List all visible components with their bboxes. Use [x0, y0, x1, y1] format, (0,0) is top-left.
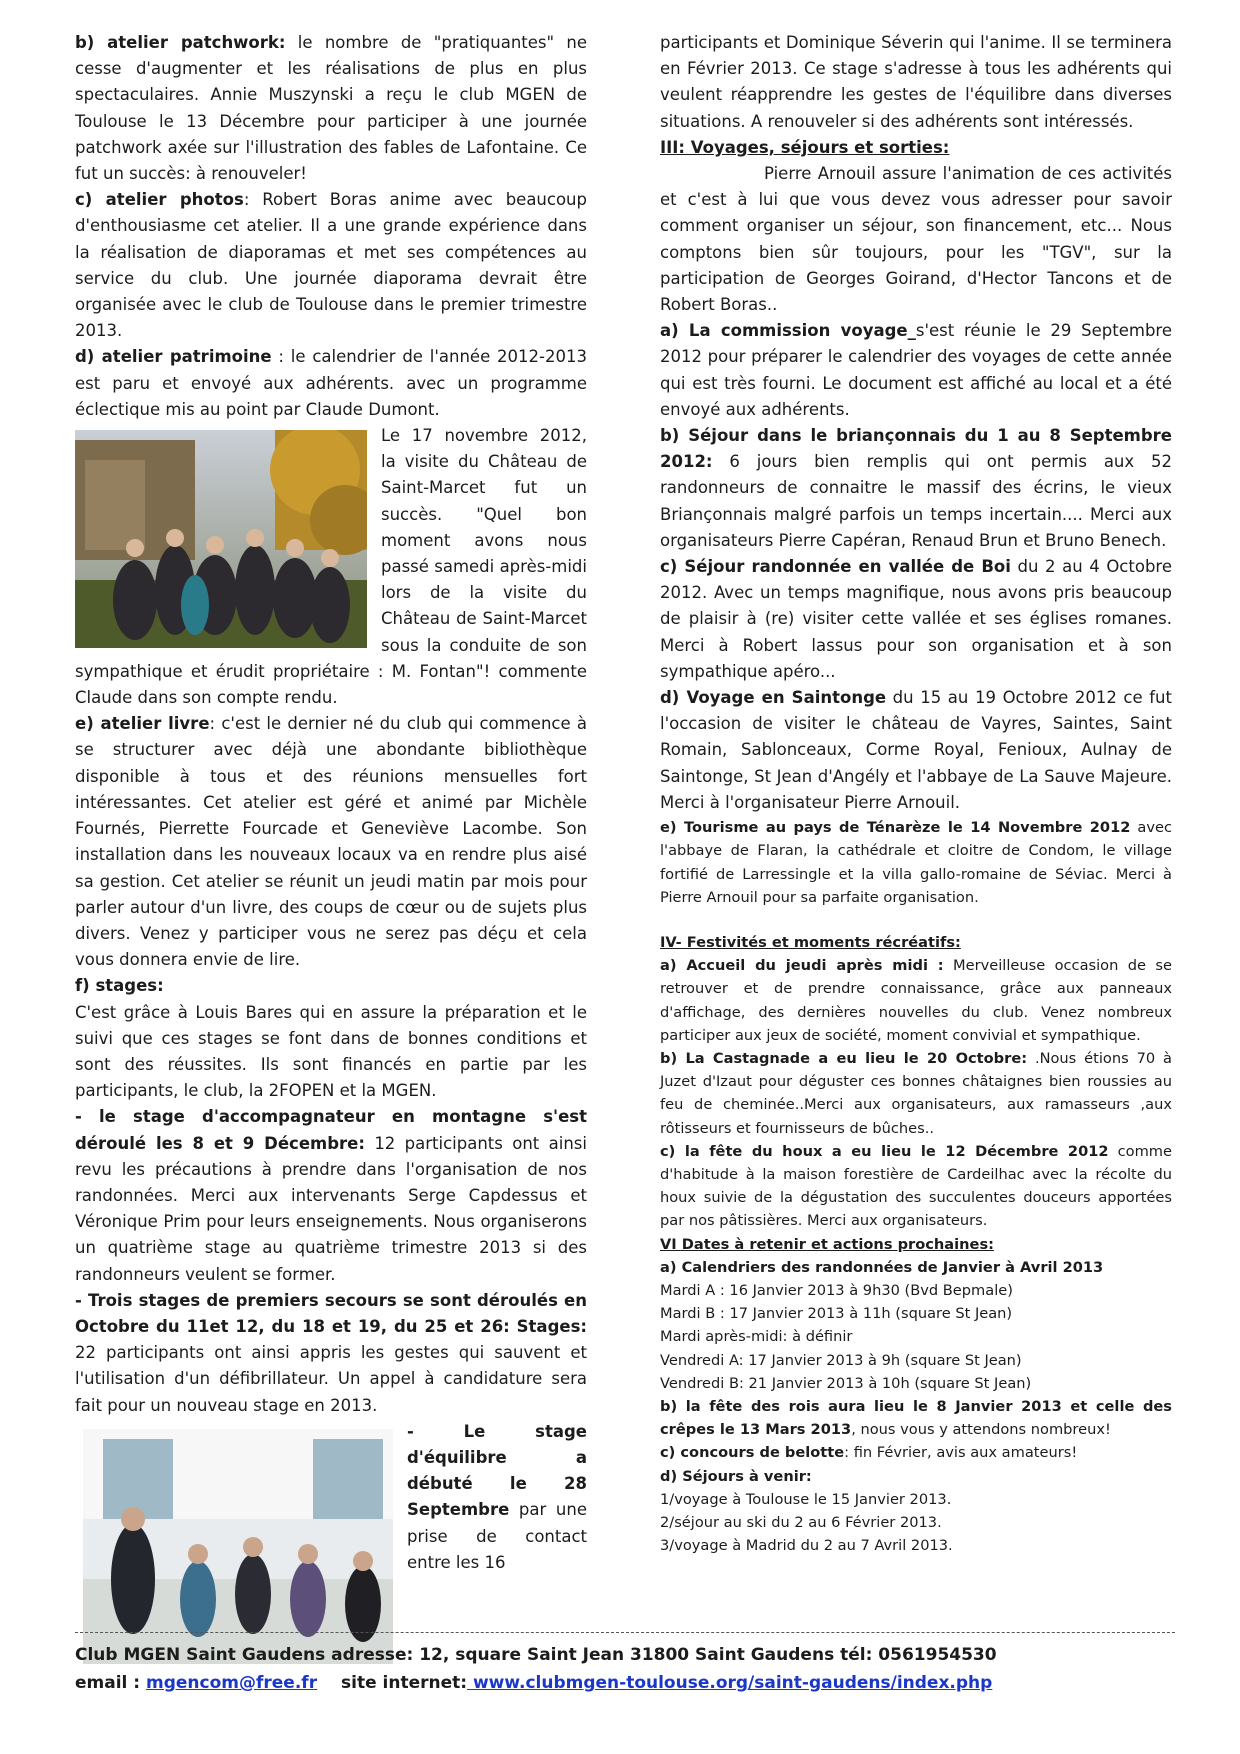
footer-contact [75, 1669, 997, 1697]
sejour-item: 2/séjour au ski du 2 au 6 Février 2013. [660, 1513, 942, 1531]
sejours-heading-row [660, 1465, 1172, 1488]
site-link[interactable]: www.clubmgen-toulouse.org/saint-gaudens/index.php [467, 1673, 993, 1693]
date-item: Mardi B : 17 Janvier 2013 à 11h (square St Jean) [660, 1305, 1013, 1323]
dates-title: VI Dates à retenir et actions prochaines: [660, 1235, 994, 1253]
sejour-item: 1/voyage à Toulouse le 15 Janvier 2013. [660, 1490, 952, 1508]
castagnade-text: .Nous étions 70 à Juzet d'Izaut pour déguster ces bonnes châtaignes bien roussies au feu de cheminée..Merci aux organisateurs, aux ramasseurs ,aux rôtisseurs et fournisseurs de bûches.. [660, 1049, 1172, 1137]
castagnade-heading: b) La Castagnade a eu lieu le 20 Octobre: [660, 1049, 1028, 1067]
commission-text: s'est réunie le 29 Septembre 2012 pour préparer le calendrier des voyages de cette année qui est très fourni. Le document est affiché au local et a été envoyé aux adhérents. [660, 321, 1173, 419]
stage-secours [75, 1288, 587, 1419]
section-voyages-title [660, 135, 1172, 161]
group-visit-photo [75, 430, 367, 648]
brianconnais-heading: b) Séjour dans le briançonnais du 1 au 8 Septembre 2012: [660, 426, 1172, 472]
section-patchwork [75, 30, 587, 187]
fest-accueil [660, 954, 1172, 1047]
patrimoine-visit-text: Le 17 novembre 2012, la visite du Château de Saint-Marcet fut un succès. "Quel bon moment avons nous passé samedi après-midi lors de la visite du Château de Saint-Marcet sous la conduite de son sympathique et érudit propriétaire : M. Fontan"! commente Claude dans son compte rendu. [75, 426, 587, 708]
footer-address: Club MGEN Saint Gaudens adresse: 12, square Saint Jean 31800 Saint Gaudens tél: 0561954530 [75, 1645, 997, 1665]
site-label: site internet: [335, 1673, 468, 1693]
date-item: Vendredi B: 21 Janvier 2013 à 10h (square St Jean) [660, 1374, 1032, 1392]
email-link[interactable]: mgencom@free.fr [146, 1673, 318, 1693]
footer-separator [75, 1632, 1175, 1633]
accueil-text: Merveilleuse occasion de se retrouver et de prendre connaissance, grâce aux panneaux d'affichage, des dernières nouvelles du club. Venez nombreux participer aux jeux de société, moment convivial et sympathique. [660, 957, 1172, 1044]
dates-title-row [660, 1233, 1172, 1256]
voyage-boi [660, 554, 1172, 685]
houx-text: comme d'habitude à la maison forestière de Cardeilhac avec la récolte du houx suivie de la dégustation des succulentes douceurs apportées par nos pâtissières. Merci aux organisateurs. [660, 1142, 1172, 1230]
date-item: Vendredi A: 17 Janvier 2013 à 9h (square St Jean) [660, 1351, 1022, 1369]
fest-castagnade [660, 1047, 1172, 1140]
houx-heading: c) la fête du houx a eu lieu le 12 Décembre 2012 [660, 1142, 1109, 1160]
stage-equilibre-heading: - Le stage d'équilibre a débuté le 28 Septembre [407, 1421, 587, 1520]
section-photos [75, 187, 587, 344]
stage-equilibre-photo [83, 1429, 393, 1664]
stage-montagne-heading: - le stage d'accompagnateur en montagne s'est déroulé les 8 et 9 Décembre: [75, 1107, 587, 1153]
stages-text: C'est grâce à Louis Bares qui en assure la préparation et le suivi que ces stages se font dans de bonnes conditions et sont des réussites. Ils sont financés en partie par les participants, le club, la 2FOPEN et la MGEN. [75, 1002, 587, 1101]
left-column [75, 30, 587, 1668]
sejours-heading: d) Séjours à venir: [660, 1467, 812, 1485]
patchwork-text: le nombre de "pratiquantes" ne cesse d'augmenter et les réalisations de plus en plus spectaculaires. Annie Muszynski a reçu le club MGEN de Toulouse le 13 Décembre pour participer à une journée patchwork axée sur l'illustration des fables de Lafontaine. Ce fut un succès: à renouveler! [75, 33, 588, 184]
voyage-brianconnais [660, 423, 1172, 554]
right-column [660, 30, 1172, 1557]
belote-heading: c) concours de belotte [660, 1444, 845, 1462]
photos-heading: c) atelier photos [75, 190, 244, 210]
commission-heading: a) La commission voyage_ [660, 321, 916, 341]
tenareze-heading: e) Tourisme au pays de Ténarèze le 14 Novembre 2012 [660, 819, 1131, 837]
patrimoine-heading: d) atelier patrimoine [75, 347, 272, 367]
fete-rois [660, 1395, 1172, 1441]
festivites-title-row [660, 931, 1172, 954]
photos-text: : Robert Boras anime avec beaucoup d'enthousiasme cet atelier. Il a une grande expérience dans la réalisation de diaporamas et met ses compétences au service du club. Une journée diaporama devrait être organisée avec le club de Toulouse dans le premier trimestre 2013. [75, 190, 587, 341]
section-stages [75, 973, 587, 999]
stage-montagne [75, 1104, 587, 1287]
section-patrimoine [75, 344, 587, 423]
belote [660, 1441, 1172, 1464]
rois-text: , nous vous y attendons nombreux! [851, 1421, 1111, 1439]
stage-secours-text: 22 participants ont ainsi appris les gestes qui sauvent et l'utilisation d'un défibrillateur. Un appel à candidature sera fait pour un nouveau stage en 2013. [75, 1343, 587, 1415]
saintonge-heading: d) Voyage en Saintonge [660, 688, 887, 708]
voyage-commission [660, 318, 1172, 423]
boi-text: du 2 au 4 Octobre 2012. Avec un temps magnifique, nous avons pris beaucoup de plaisir à (re) visiter cette vallée et ses églises romanes. Merci à Robert lassus pour son organisation et à son sympathique apéro... [660, 557, 1172, 681]
stage-equilibre-continued: participants et Dominique Séverin qui l'anime. Il se terminera en Février 2013. Ce stage s'adresse à tous les adhérents qui veulent réapprendre les gestes de l'équilibre dans diverses situations. A renouveler si des adhérents sont intéressés. [660, 33, 1172, 131]
voyages-title: III: Voyages, séjours et sorties: [660, 137, 950, 157]
calendrier-heading: a) Calendriers des randonnées de Janvier à Avril 2013 [660, 1258, 1104, 1276]
stages-heading: f) stages: [75, 976, 164, 996]
tenareze-text: avec l'abbaye de Flaran, la cathédrale et cloitre de Condom, le village fortifié de Larressingle et la villa gallo-romaine de Séviac. Merci à Pierre Arnouil pour sa parfaite organisation. [660, 819, 1172, 906]
stage-secours-heading: - Trois stages de premiers secours se sont déroulés en Octobre du 11et 12, du 18 et 19, du 25 et 26: Stages: [75, 1290, 587, 1336]
fest-houx [660, 1140, 1172, 1233]
date-item: Mardi A : 16 Janvier 2013 à 9h30 (Bvd Bepmale) [660, 1281, 1013, 1299]
patrimoine-text: : le calendrier de l'année 2012-2013 est paru et envoyé aux adhérents. avec un programme éclectique mis au point par Claude Dumont. [75, 347, 587, 419]
email-label: email : [75, 1673, 147, 1693]
festivites-title: IV- Festivités et moments récréatifs: [660, 933, 961, 951]
section-livre [75, 711, 587, 973]
accueil-heading: a) Accueil du jeudi après midi : [660, 957, 944, 975]
belote-text: : fin Février, avis aux amateurs! [844, 1444, 1078, 1462]
spacer [660, 909, 1172, 931]
date-item: Mardi après-midi: à définir [660, 1328, 853, 1346]
footer [75, 1641, 997, 1697]
livre-text: : c'est le dernier né du club qui commence à se structurer avec déjà une abondante bibliothèque disponible à tous et des réunions mensuelles fort intéressantes. Cet atelier est géré et animé par Michèle Fournés, Pierrette Fourcade et Geneviève Lacombe. Son installation dans les nouveaux locaux va en rendre plus aisé sa gestion. Cet atelier se réunit un jeudi matin par mois pour parler autour d'un livre, des coups de cœur ou de sujets plus divers. Venez y participer vous ne serez pas déçu et cela vous donnera envie de lire. [75, 714, 587, 970]
stage-equilibre-text: par une prise de contact entre les 16 [407, 1500, 587, 1572]
sejour-item: 3/voyage à Madrid du 2 au 7 Avril 2013. [660, 1537, 953, 1555]
stage-montagne-text: 12 participants ont ainsi revu les précautions à prendre dans l'organisation de nos randonnées. Merci aux intervenants Serge Capdessus et Véronique Prim pour leurs enseignements. Nous organiserons un quatrième stage au quatrième trimestre 2013 si des randonneurs veulent se former. [75, 1133, 587, 1284]
voyage-saintonge [660, 685, 1172, 816]
calendrier-heading-row [660, 1256, 1172, 1279]
rois-heading: b) la fête des rois aura lieu le 8 Janvier 2013 et celle des crêpes le 13 Mars 2013 [660, 1397, 1172, 1439]
saintonge-text: du 15 au 19 Octobre 2012 ce fut l'occasion de visiter le château de Vayres, Saintes, Saint Romain, Sablonceaux, Corme Royal, Fenioux, Aulnay de Saintonge, St Jean d'Angély et l'abbaye de La Sauve Majeure. Merci à l'organisateur Pierre Arnouil. [660, 688, 1172, 812]
livre-heading: e) atelier livre [75, 714, 210, 734]
brianconnais-text: 6 jours bien remplis qui ont permis aux 52 randonneurs de connaitre le massif des écrins, le vieux Briançonnais malgré parfois un temps incertain.... Merci aux organisateurs Pierre Capéran, Renaud Brun et Bruno Benech. [660, 452, 1172, 550]
boi-heading: c) Séjour randonnée en vallée de Boi [660, 557, 1011, 577]
voyage-tenareze [660, 816, 1172, 909]
patchwork-heading: b) atelier patchwork: [75, 33, 286, 52]
voyages-intro: Pierre Arnouil assure l'animation de ces activités et c'est à lui que vous devez vous adresser pour savoir comment organiser un séjour, son financement, etc... Nous comptons bien sûr toujours, pour les "TGV", sur la participation de Georges Goirand, d'Hector Tancons et de Robert Boras.. [660, 164, 1172, 315]
